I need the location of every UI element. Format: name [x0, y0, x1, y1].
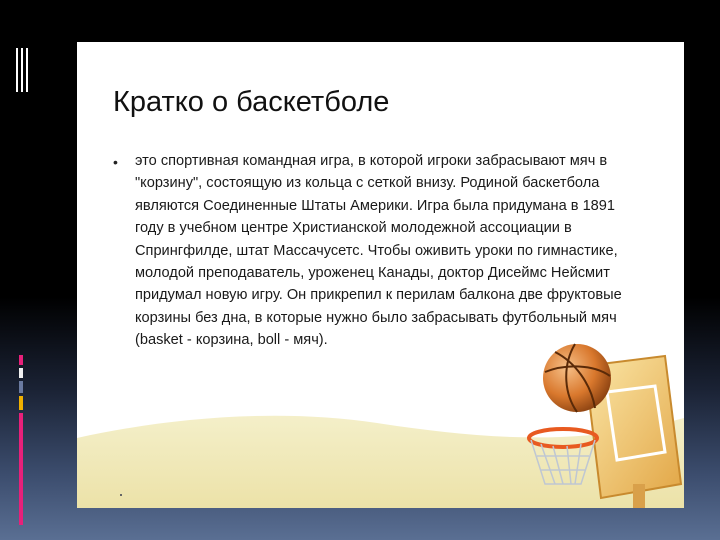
- slide-body-text: это спортивная командная игра, в которой игроки забрасывают мяч в "корзину", состоящую из кольца с сеткой внизу. Родиной баскетбола являются Соединенные Штаты Америки. Игра была придумана в 1891 году в учебном центре Христианской молодежной ассоциации в Спрингфилде, штат Массачусетс. Чтобы оживить уроки по гимнастике, молодой преподаватель, уроженец Канады, доктор Дисеймс Нейсмит придумал новую игру. Он прикрепил к перилам балкона две фруктовые корзины без дна, в которые нужно было забрасывать футбольный мяч (basket - корзина, boll - мяч).: [135, 153, 622, 349]
- slide-title: Кратко о баскетболе: [113, 86, 390, 118]
- slide-dot: [120, 494, 122, 496]
- decorative-color-blocks: [19, 355, 27, 528]
- bullet-marker: •: [113, 154, 118, 170]
- slide: [77, 42, 684, 508]
- decorative-lines: [16, 48, 30, 92]
- basketball-hoop-icon: [515, 334, 684, 508]
